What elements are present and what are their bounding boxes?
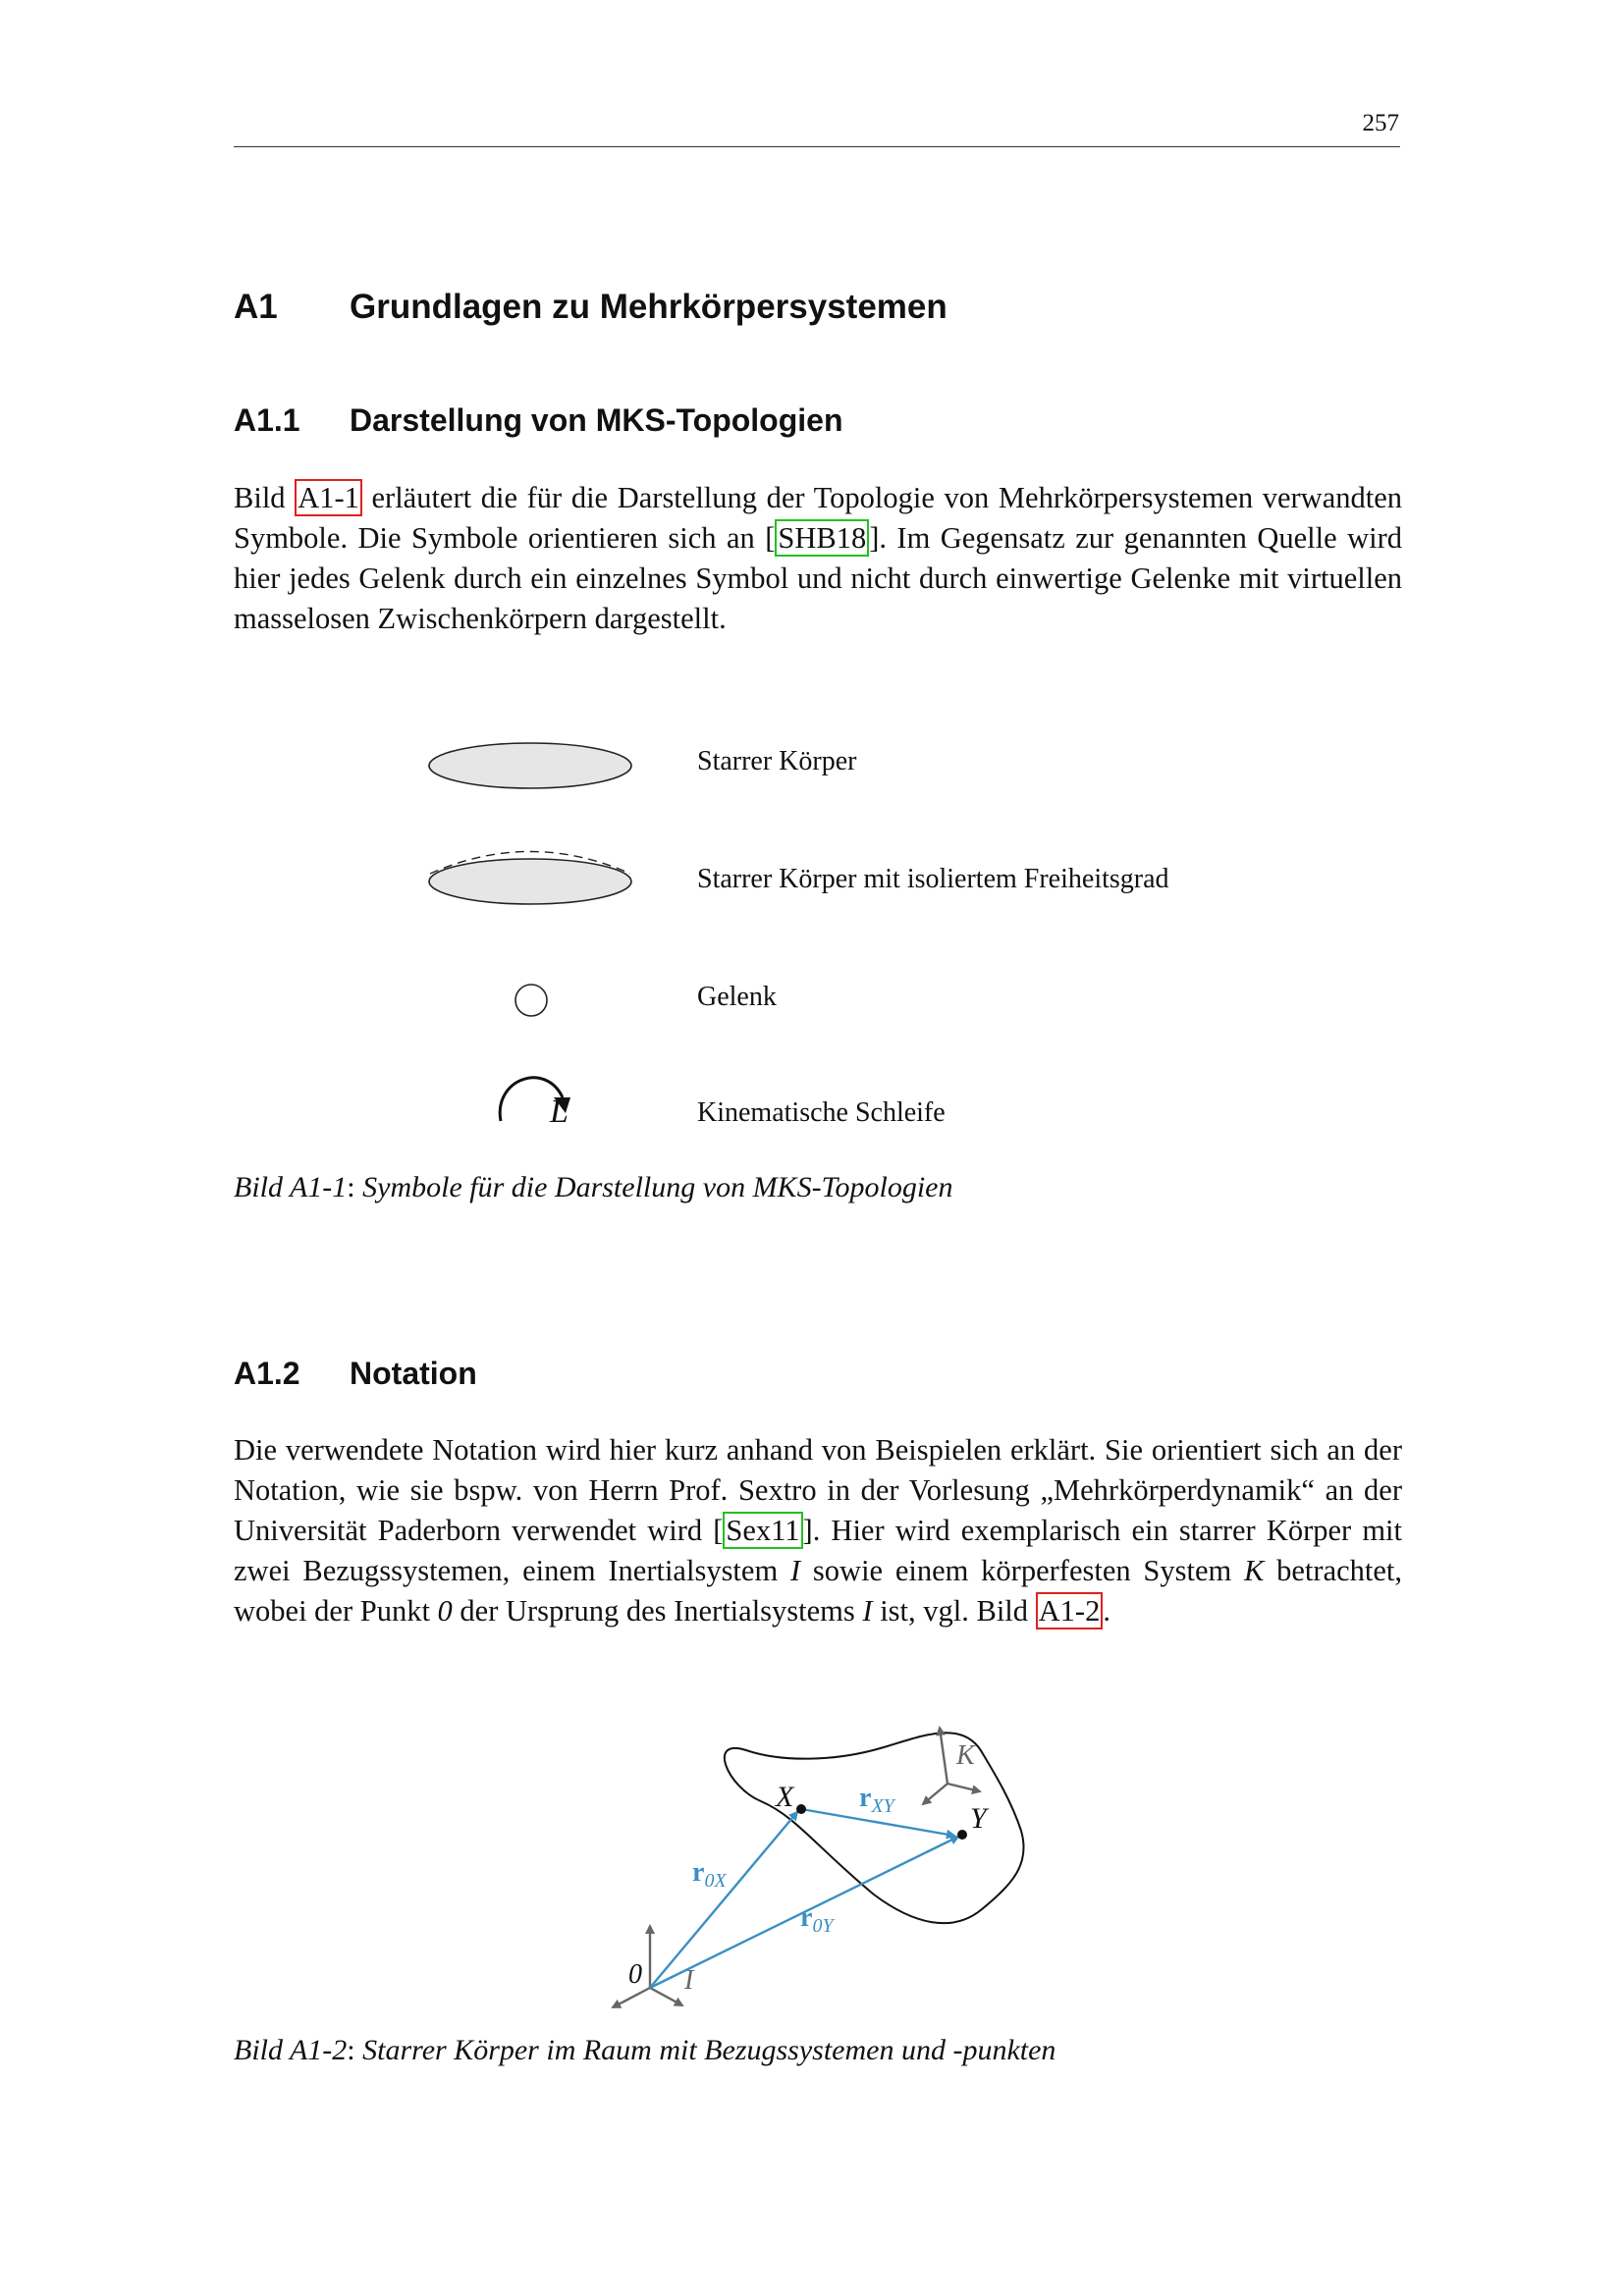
paragraph-topologies <box>234 478 1402 639</box>
citation-link[interactable]: Sex11 <box>723 1512 802 1549</box>
symbol-label-rigid-body-dof: Starrer Körper mit isoliertem Freiheitsgrad <box>697 864 1169 894</box>
section-heading <box>234 288 947 327</box>
vector-r0X <box>650 1812 797 1988</box>
label-rXY <box>859 1783 896 1817</box>
caption-colon: : <box>347 1171 355 1203</box>
section-number: A1 <box>234 288 278 326</box>
label-origin-0: 0 <box>628 1959 642 1990</box>
subsection-number: A1.1 <box>234 402 300 438</box>
symbol-0: 0 <box>437 1594 453 1628</box>
subsection-number: A1.2 <box>234 1356 300 1391</box>
rigid-body-ellipse-icon <box>429 743 631 788</box>
caption-text: Symbole für die Darstellung von MKS-Topologien <box>354 1171 953 1203</box>
citation-link[interactable]: SHB18 <box>775 519 869 557</box>
para-text: ist, vgl. Bild <box>872 1594 1036 1628</box>
subsection-heading-1 <box>234 402 843 439</box>
figure-caption-a1-2 <box>234 2034 1056 2067</box>
para-text: erläutert die für die Darstellung der Topologie von Mehrkörpersystemen verwandten Symbole. Die Symbole orientieren sich an [ <box>234 481 1403 555</box>
label-K: K <box>956 1740 975 1771</box>
para-text: sowie einem körperfesten System <box>800 1554 1245 1587</box>
label-Y: Y <box>970 1802 987 1835</box>
subsection-title: Notation <box>350 1356 477 1391</box>
label-I: I <box>684 1965 694 1996</box>
page-number: 257 <box>1362 110 1399 136</box>
symbol-K: K <box>1244 1554 1265 1587</box>
symbol-label-kinematic-loop: Kinematische Schleife <box>697 1097 946 1128</box>
label-X: X <box>776 1781 794 1813</box>
caption-label: Bild A1-2 <box>234 2034 348 2066</box>
vec-base: r <box>800 1902 813 1933</box>
rigid-body-diagram <box>589 1708 1051 2022</box>
vec-sub: XY <box>871 1795 894 1817</box>
para-text: ]. Hier wird exemplarisch ein starrer Körper mit zwei Bezugssystemen, einem Inertialsystem <box>234 1514 1402 1587</box>
vec-sub: 0X <box>704 1870 727 1892</box>
subsection-title: Darstellung von MKS-Topologien <box>350 402 843 438</box>
rigid-body-dof-icon <box>429 852 631 905</box>
point-Y-dot <box>957 1830 967 1840</box>
figure-caption-a1-1 <box>234 1171 952 1204</box>
figure-ref-link[interactable]: A1-2 <box>1036 1592 1104 1629</box>
figure-ref-link[interactable]: A1-1 <box>295 479 362 516</box>
para-text: Bild <box>234 481 296 514</box>
caption-label: Bild A1-1 <box>234 1171 348 1203</box>
symbol-label-rigid-body: Starrer Körper <box>697 746 857 776</box>
label-r0Y <box>800 1902 835 1937</box>
paragraph-notation <box>234 1430 1402 1631</box>
vec-sub: 0Y <box>812 1915 834 1937</box>
label-r0X <box>692 1857 727 1892</box>
caption-text: Starrer Körper im Raum mit Bezugssystemen und -punkten <box>354 2034 1056 2066</box>
symbol-label-joint: Gelenk <box>697 982 777 1012</box>
section-title: Grundlagen zu Mehrkörpersystemen <box>350 288 947 326</box>
para-text: der Ursprung des Inertialsystems <box>452 1594 863 1628</box>
frame-I-axes <box>613 1926 682 2007</box>
para-text: . <box>1103 1594 1110 1628</box>
header-rule <box>234 146 1400 147</box>
subsection-heading-2 <box>234 1356 477 1392</box>
para-text: betrachtet, wobei der Punkt <box>234 1554 1403 1628</box>
symbol-I: I <box>789 1554 801 1587</box>
para-text: Die verwendete Notation wird hier kurz anhand von Beispielen erklärt. Sie orientiert sich an der Notation, wie sie bspw. von Herrn Prof. Sextro in der Vorlesung „Mehrkörperdynamik“ an der Universität Paderborn verwendet wird [ <box>234 1433 1402 1547</box>
vec-base: r <box>859 1783 872 1813</box>
para-text: ]. Im Gegensatz zur genannten Quelle wird hier jedes Gelenk durch ein einzelnes Symbol und nicht durch einwertige Gelenke mit virtuellen masselosen Zwischenkörpern dargestellt. <box>234 521 1402 635</box>
vec-base: r <box>692 1857 705 1888</box>
caption-colon: : <box>347 2034 355 2066</box>
symbol-figure <box>422 736 638 1129</box>
kinematic-loop-letter: L <box>550 1094 568 1130</box>
joint-circle-icon <box>515 985 547 1016</box>
point-X-dot <box>796 1804 806 1814</box>
symbol-I: I <box>862 1594 873 1628</box>
